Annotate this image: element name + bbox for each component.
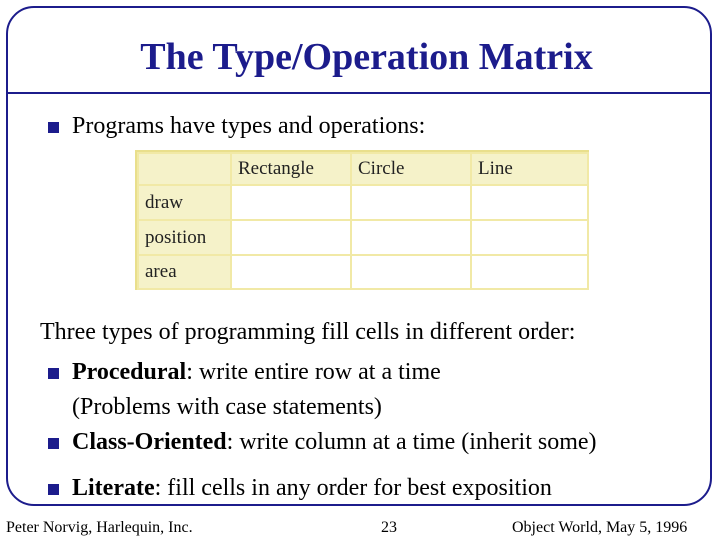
item-literate: [72, 474, 552, 502]
intro-text: Three types of programming fill cells in different order:: [40, 319, 576, 345]
item-description: : fill cells in any order for best exposition: [154, 475, 552, 501]
diamond-bullet-icon: [48, 122, 59, 133]
item-description: : write entire row at a time: [186, 359, 441, 385]
item-procedural: [72, 358, 441, 386]
table-cell: [231, 255, 351, 289]
table-cell: [471, 220, 588, 255]
column-header-rectangle: Rectangle: [231, 153, 351, 185]
table-cell: [471, 255, 588, 289]
item-term: Class-Oriented: [72, 429, 227, 455]
table-corner-cell: [138, 153, 231, 185]
diamond-bullet-icon: [48, 484, 59, 495]
bullet-programs: Programs have types and operations:: [72, 113, 426, 139]
item-description: : write column at a time (inherit some): [226, 429, 597, 455]
slide-title: The Type/Operation Matrix: [140, 36, 593, 78]
table-cell: [231, 185, 351, 220]
table-cell: [231, 220, 351, 255]
title-divider: [8, 92, 710, 94]
column-header-line: Line: [471, 153, 588, 185]
table-cell: [351, 255, 471, 289]
footer-event-date: Object World, May 5, 1996: [512, 519, 688, 536]
table-cell: [471, 185, 588, 220]
item-term: Literate: [72, 475, 155, 501]
diamond-bullet-icon: [48, 368, 59, 379]
row-header-position: position: [138, 220, 231, 255]
item-procedural-note: (Problems with case statements): [72, 394, 382, 420]
table-cell: [351, 220, 471, 255]
row-header-draw: draw: [138, 185, 231, 220]
type-operation-table: [135, 150, 589, 290]
diamond-bullet-icon: [48, 438, 59, 449]
footer-author: Peter Norvig, Harlequin, Inc.: [6, 519, 193, 536]
item-term: Procedural: [72, 359, 187, 385]
column-header-circle: Circle: [351, 153, 471, 185]
table-cell: [351, 185, 471, 220]
footer-page-number: 23: [381, 519, 397, 536]
row-header-area: area: [138, 255, 231, 289]
item-class-oriented: [72, 428, 597, 456]
